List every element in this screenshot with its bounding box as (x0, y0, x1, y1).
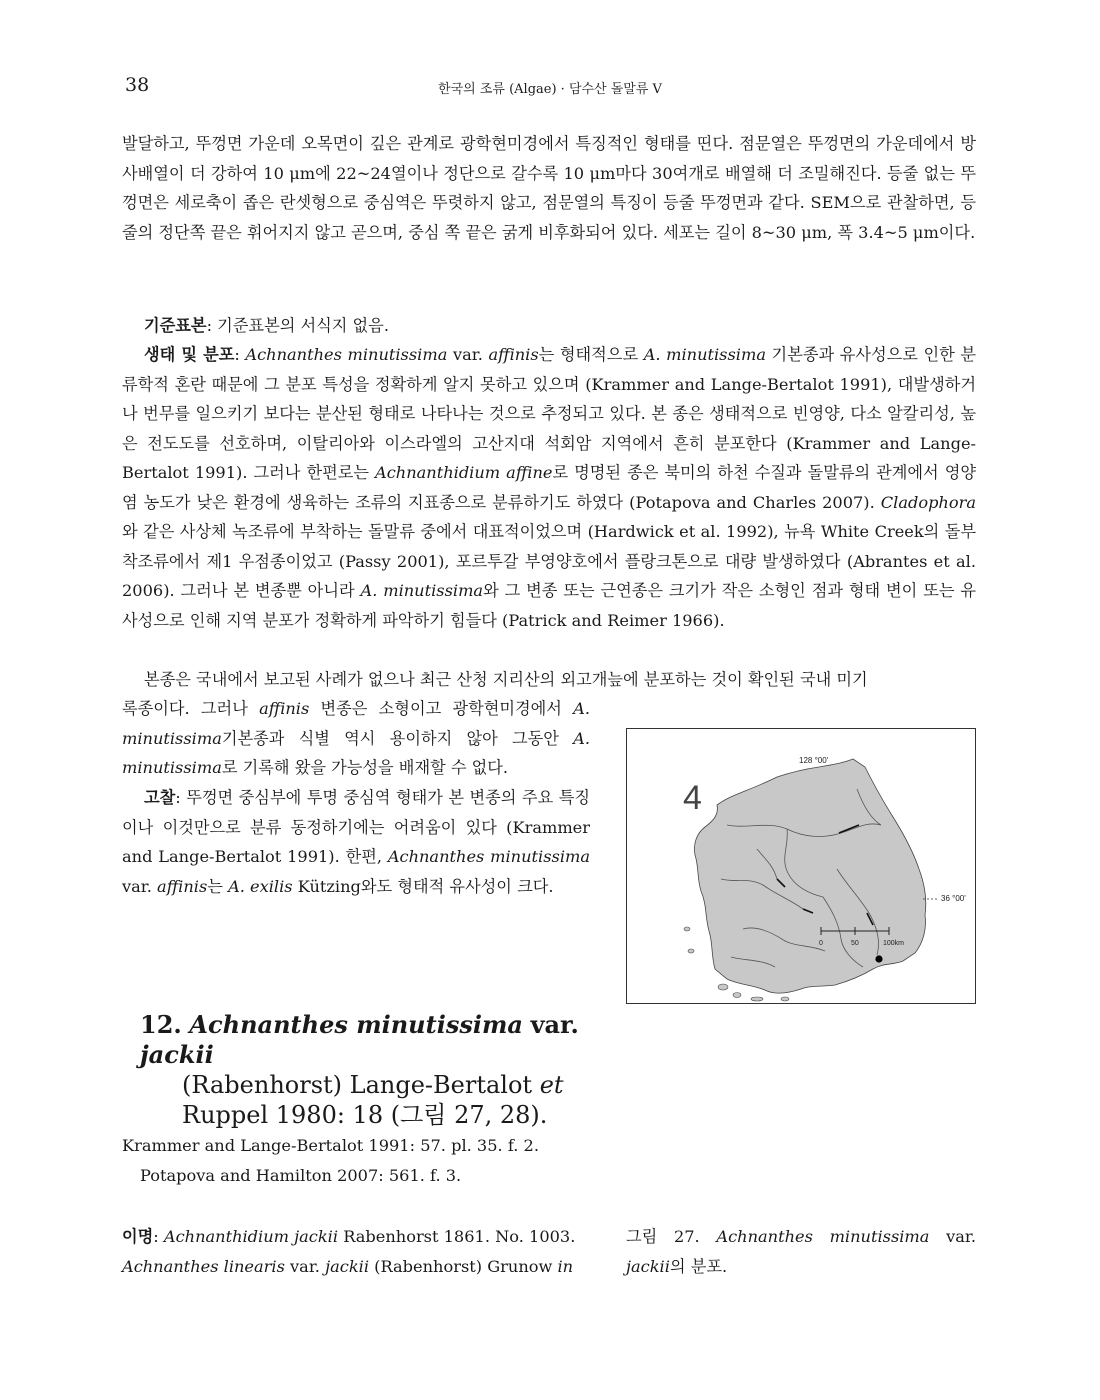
text-segment: : (234, 345, 246, 364)
type-specimen-text: : 기준표본의 서식지 없음. (206, 316, 389, 335)
page-number: 38 (125, 74, 150, 96)
reference-item: Krammer and Lange-Bertalot 1991: 57. pl. 35. f. 2. (122, 1136, 539, 1155)
taxon-name: Achnanthes minutissima (245, 345, 448, 364)
taxon-name: Achnanthes minutissima (716, 1227, 930, 1246)
taxon-name: affinis (259, 699, 310, 718)
taxon-name: in (557, 1256, 574, 1276)
distribution-map-figure (626, 728, 976, 1004)
remarks-paragraph (122, 783, 590, 901)
caption-mid: var. (929, 1227, 977, 1246)
taxon-name: Cladophora (880, 492, 976, 512)
text-segment: : 뚜껑면 중심부에 투명 중심역 형태가 본 변종의 주요 특징이나 이것만으로 분류 동정하기에는 어려움이 있다 (Krammer and Lange-Bertalot 1991). 한편, (122, 788, 590, 866)
caption-prefix: 그림 27. (626, 1227, 717, 1246)
text-segment: (Rabenhorst) Grunow (369, 1256, 558, 1276)
longitude-label: 128 °00' (799, 756, 829, 765)
text-segment: var. (122, 876, 158, 896)
island (684, 927, 690, 931)
island (718, 984, 728, 990)
text-segment: Rabenhorst 1861. No. 1003. (338, 1227, 576, 1246)
island (751, 997, 763, 1001)
text-segment: 와 같은 사상체 녹조류에 부착하는 돌말류 중에서 대표적이었으며 (Hardwick et al. 1992), 뉴욕 White Creek의 돌부착조류에서 제1 우점종이었고 (Passy 2001), 포르투갈 부영양호에서 플랑크톤으로 대량 발생하였다 (Abrantes et al. 2006). 그러나 본 변종뿐 아니라 (122, 522, 976, 600)
heading-line-1 (140, 1010, 600, 1070)
text-segment: 록종이다. 그러나 (122, 699, 260, 718)
island (781, 997, 789, 1001)
reference-item: Potapova and Hamilton 2007: 561. f. 3. (140, 1165, 462, 1185)
korea-record-line1: 본종은 국내에서 보고된 사례가 없으나 최근 산청 지리산의 외고개늪에 분포하는 것이 확인된 국내 미기 (144, 670, 868, 689)
korea-record-paragraph (122, 694, 590, 783)
intro-paragraph: 발달하고, 뚜껑면 가운데 오목면이 깊은 관계로 광학현미경에서 특징적인 형태를 띤다. 점문열은 뚜껑면의 가운데에서 방사배열이 더 강하여 10 μm에 22~24열이나 정단으로 갈수록 10 μm마다 30여개로 배열해 더 조밀해진다. 등줄 없는 뚜껑면은 세로축이 좁은 란셋형으로 중심역은 뚜렷하지 않고, 점문열의 특징이 등줄 뚜껑면과 같다. SEM으로 관찰하면, 등줄의 정단쪽 끝은 휘어지지 않고 곧으며, 중심 쪽 끝은 굵게 비후화되어 있다. 세포는 길이 8~30 μm, 폭 3.4~5 μm이다. (122, 134, 976, 242)
island (688, 949, 694, 953)
remarks-label: 고찰 (144, 788, 176, 807)
text-segment: 는 형태적으로 (538, 345, 644, 364)
south-korea-landmass (694, 759, 925, 993)
text-segment: 변종은 소형이고 광학현미경에서 (309, 699, 574, 718)
author-text: (Rabenhorst) Lange-Bertalot (182, 1071, 540, 1099)
text-segment: var. (447, 345, 489, 364)
taxon-name: Achnanthidium affine (375, 463, 553, 482)
var-label: var. (530, 1010, 579, 1039)
distribution-map (627, 729, 975, 1003)
ecology-paragraph (122, 340, 976, 635)
heading-line-2 (140, 1070, 600, 1100)
taxon-name: affinis (157, 876, 208, 896)
taxon-name: A. exilis (228, 876, 293, 896)
species-heading (140, 1010, 600, 1130)
island (733, 993, 741, 998)
scale-label-50: 50 (851, 940, 859, 947)
species-number: 12. (140, 1010, 182, 1039)
running-title: 한국의 조류 (Algae) · 담수산 돌말류 V (438, 82, 662, 97)
heading-line-3: Ruppel 1980: 18 (그림 27, 28). (182, 1101, 548, 1129)
species-name: Achnanthes minutissima (189, 1010, 523, 1039)
ecology-label: 생태 및 분포 (144, 345, 235, 364)
taxon-name: A. minutissima (643, 345, 766, 364)
type-specimen-paragraph (122, 311, 976, 341)
taxon-name: affinis (488, 345, 539, 364)
variety-name: jackii (140, 1040, 214, 1069)
taxon-name: jackii (626, 1256, 670, 1276)
taxon-name: Achnanthes linearis (122, 1256, 285, 1276)
text-segment: 는 (207, 876, 229, 896)
text-segment: Kützing와도 형태적 유사성이 크다. (292, 876, 554, 896)
synonyms-paragraph (122, 1222, 592, 1281)
text-segment: : (153, 1227, 164, 1246)
scale-label-0: 0 (819, 940, 823, 947)
taxon-name: A. minutissima (122, 699, 590, 748)
panel-number: 4 (683, 779, 702, 817)
text-segment: 로 기록해 왔을 가능성을 배재할 수 없다. (221, 758, 509, 777)
scale-label-100: 100km (883, 940, 905, 947)
synonyms-label: 이명 (122, 1227, 154, 1246)
text-segment: 기본종과 식별 역시 용이하지 않아 그동안 (221, 728, 574, 748)
text-segment: var. (284, 1256, 326, 1276)
latitude-label: 36 °00' (941, 894, 966, 903)
taxon-name: A. minutissima (122, 728, 590, 777)
text-segment: 로 명명된 종은 북미의 하천 수질과 돌말류의 관계에서 영양염 농도가 낮은 환경에 생육하는 조류의 지표종으로 분류하기도 하였다 (Potapova and Charles 2007). (122, 463, 976, 512)
caption-suffix: 의 분포. (669, 1256, 728, 1276)
figure-caption (626, 1222, 976, 1281)
taxon-name: Achnanthes minutissima (387, 847, 590, 866)
text-segment: 와 그 변종 또는 근연종은 크기가 작은 소형인 점과 형태 변이 또는 유사성으로 인해 지역 분포가 정확하게 파악하기 힘들다 (Patrick and Reimer 1966). (122, 581, 976, 630)
references (122, 1131, 592, 1190)
text-segment: 기본종과 유사성으로 인한 분류학적 혼란 때문에 그 분포 특성을 정확하게 알지 못하고 있으며 (Krammer and Lange-Bertalot 1991), 대발생하거나 번무를 일으키기 보다는 분산된 형태로 나타나는 것으로 추정되고 있다. 본 종은 생태적으로 빈영양, 다소 알칼리성, 높은 전도도를 선호하며, 이탈리아와 이스라엘의 고산지대 석회암 지역에서 흔히 분포한다 (Krammer and Lange-Bertalot 1991). 그러나 한편로는 (122, 345, 976, 482)
taxon-name: jackii (325, 1256, 369, 1276)
taxon-name: Achnanthidium jackii (163, 1227, 339, 1246)
et-text: et (539, 1071, 564, 1099)
collection-site-marker (875, 955, 882, 962)
type-specimen-label: 기준표본 (144, 316, 207, 335)
taxon-name: A. minutissima (360, 581, 484, 600)
